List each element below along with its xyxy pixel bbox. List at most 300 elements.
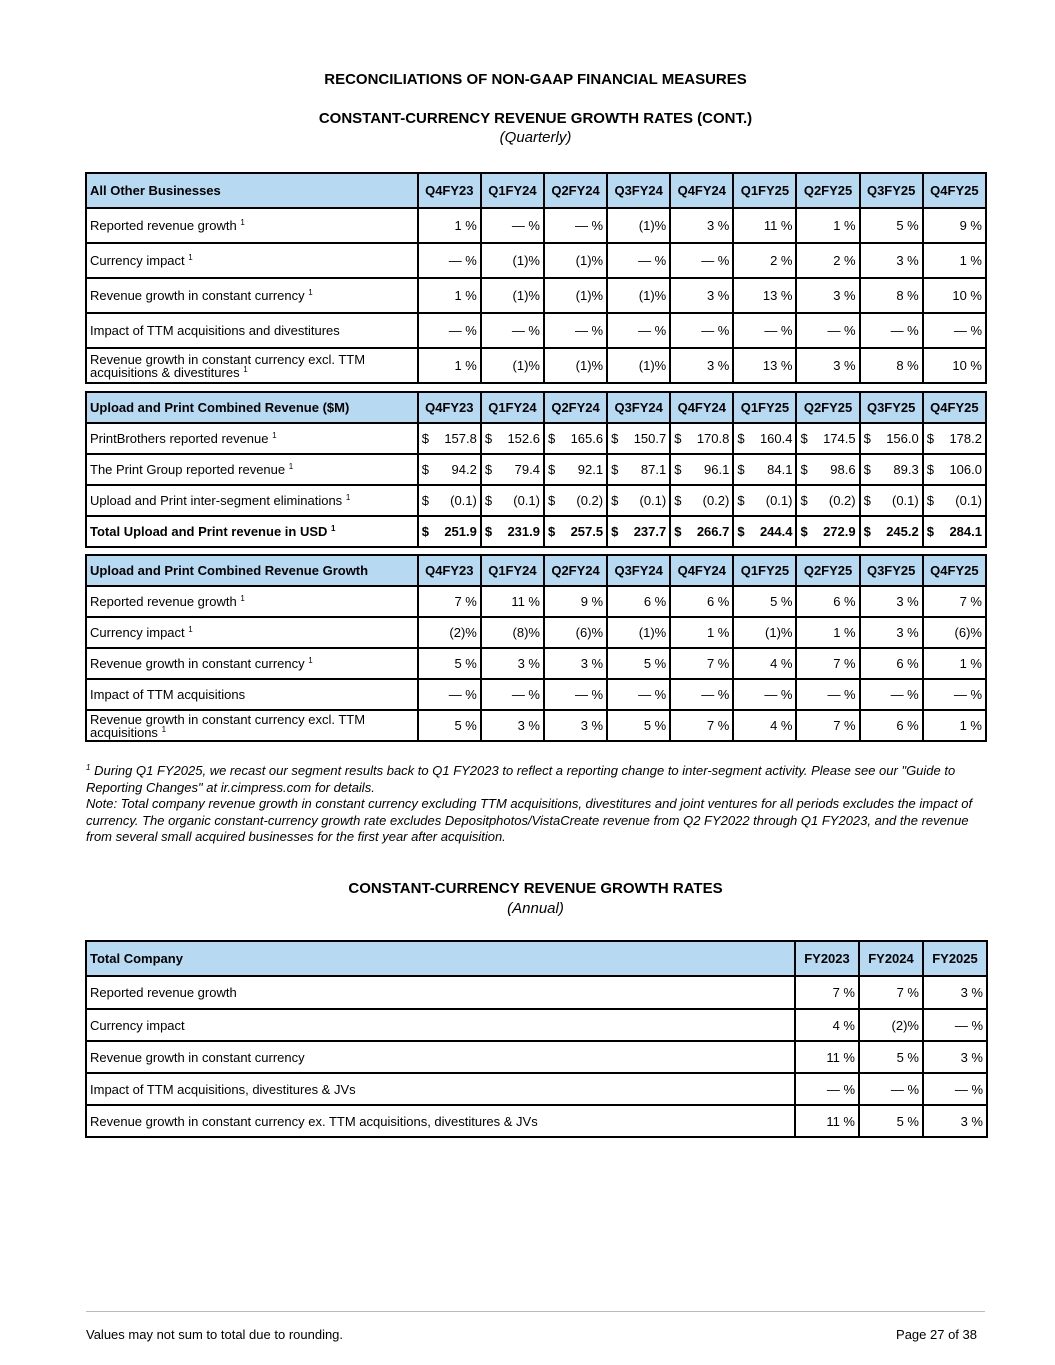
table-header-row xyxy=(86,173,986,208)
table-cell: — % xyxy=(860,313,923,348)
table-cell: 1 % xyxy=(670,617,733,648)
table-title: Upload and Print Combined Revenue ($M) xyxy=(86,392,418,423)
currency-symbol: $ xyxy=(674,524,682,539)
currency-symbol: $ xyxy=(674,462,682,477)
footnote-note: Note: Total company revenue growth in constant currency excluding TTM acquisitions, divestitures and joint ventures for all periods excludes the impact of currency. The organic constant-currency growth rate excludes Depositphotos/VistaCreate revenue from Q2 FY2022 through Q1 FY2023, and the revenue from several small acquired businesses for the first year after acquisition. xyxy=(86,796,973,844)
table-cell: 6 % xyxy=(607,586,670,617)
table-cell: — % xyxy=(733,313,796,348)
table-row xyxy=(86,485,986,516)
table-row xyxy=(86,278,986,313)
table-cell: — % xyxy=(923,313,986,348)
table-cell xyxy=(481,454,544,485)
column-header: Q2FY25 xyxy=(796,555,859,586)
footnote xyxy=(86,763,986,846)
cell-value: (0.2) xyxy=(702,493,730,508)
table-row xyxy=(86,313,986,348)
table-cell: 7 % xyxy=(418,586,481,617)
column-header: Q3FY24 xyxy=(607,173,670,208)
currency-cell xyxy=(485,431,540,446)
cell-value: 170.8 xyxy=(696,431,730,446)
table-cell: 6 % xyxy=(860,710,923,741)
row-label-text: Revenue growth in constant currency excl. TTM acquisitions xyxy=(90,711,366,740)
cell-value: 150.7 xyxy=(633,431,667,446)
cell-value: (0.1) xyxy=(639,493,667,508)
column-header: Q4FY24 xyxy=(670,173,733,208)
table-cell: 7 % xyxy=(859,976,923,1009)
table-cell: 3 % xyxy=(860,586,923,617)
cell-value: 79.4 xyxy=(514,462,540,477)
currency-cell xyxy=(927,524,982,539)
table-cell: 5 % xyxy=(733,586,796,617)
table-cell: 11 % xyxy=(481,586,544,617)
table-cell: — % xyxy=(544,208,607,243)
table-cell: 7 % xyxy=(670,648,733,679)
currency-symbol: $ xyxy=(863,431,871,446)
table-row xyxy=(86,208,986,243)
table-cell: 3 % xyxy=(670,208,733,243)
currency-cell xyxy=(422,524,477,539)
row-label xyxy=(86,1105,795,1137)
table-cell: 11 % xyxy=(795,1105,859,1137)
currency-cell xyxy=(864,493,919,508)
currency-cell xyxy=(927,462,982,477)
upload-print-revenue-table xyxy=(85,391,987,548)
table-cell: 7 % xyxy=(670,710,733,741)
table-header-row xyxy=(86,941,987,976)
row-label-text: Revenue growth in constant currency excl. TTM acquisitions & divestitures xyxy=(90,351,366,380)
currency-cell xyxy=(485,524,540,539)
cell-value: (0.1) xyxy=(892,493,919,508)
table-cell: 9 % xyxy=(923,208,986,243)
table-cell: 1 % xyxy=(796,208,859,243)
currency-cell xyxy=(611,462,666,477)
table-row xyxy=(86,648,986,679)
table-cell xyxy=(607,485,670,516)
currency-cell xyxy=(674,493,729,508)
currency-cell xyxy=(864,462,919,477)
footnote-recast xyxy=(86,763,986,796)
currency-symbol: $ xyxy=(926,431,934,446)
cell-value: 157.8 xyxy=(444,431,477,446)
annual-subtitle: CONSTANT-CURRENCY REVENUE GROWTH RATES xyxy=(348,880,723,897)
table-cell: — % xyxy=(418,243,481,278)
currency-cell xyxy=(927,431,982,446)
cell-value: 251.9 xyxy=(444,524,477,539)
table-cell xyxy=(481,516,544,547)
table-cell: 3 % xyxy=(481,648,544,679)
table-cell xyxy=(544,516,607,547)
column-header: Q3FY25 xyxy=(860,392,923,423)
table-cell: 5 % xyxy=(418,648,481,679)
column-header: Q1FY24 xyxy=(481,392,544,423)
row-label-text: Impact of TTM acquisitions, divestitures & JVs xyxy=(90,1081,356,1097)
cell-value: 245.2 xyxy=(886,524,919,539)
row-label-text: Reported revenue growth xyxy=(90,985,237,1000)
table-cell: 3 % xyxy=(544,710,607,741)
table-cell: — % xyxy=(860,679,923,710)
cell-value: 237.7 xyxy=(633,524,667,539)
currency-symbol: $ xyxy=(484,493,493,508)
currency-symbol: $ xyxy=(611,493,619,508)
table-cell xyxy=(418,454,481,485)
row-label xyxy=(86,516,418,547)
table-cell: (1)% xyxy=(607,617,670,648)
table-cell: 1 % xyxy=(418,208,481,243)
currency-symbol: $ xyxy=(421,462,429,477)
currency-symbol: $ xyxy=(484,524,493,539)
table-cell xyxy=(733,423,796,454)
row-label-text: Total Upload and Print revenue in USD xyxy=(90,524,328,539)
table-cell xyxy=(923,516,986,547)
currency-symbol: $ xyxy=(547,493,556,508)
currency-symbol: $ xyxy=(863,493,871,508)
table-title: Total Company xyxy=(86,941,795,976)
table-cell xyxy=(923,454,986,485)
footnote-ref: 1 xyxy=(240,594,245,603)
cell-value: 106.0 xyxy=(949,462,982,477)
currency-symbol: $ xyxy=(737,462,745,477)
currency-cell xyxy=(611,524,666,539)
currency-symbol: $ xyxy=(800,431,808,446)
row-label xyxy=(86,617,418,648)
row-label-text: The Print Group reported revenue xyxy=(90,462,286,477)
column-header: Q3FY24 xyxy=(607,392,670,423)
table-row xyxy=(86,617,986,648)
currency-cell xyxy=(548,431,603,446)
column-header: Q3FY25 xyxy=(860,173,923,208)
column-header: Q4FY25 xyxy=(923,392,986,423)
table-cell: 8 % xyxy=(860,348,923,383)
table-cell: 13 % xyxy=(733,278,796,313)
table-cell xyxy=(670,423,733,454)
cell-value: 244.4 xyxy=(759,524,793,539)
table-cell: (1)% xyxy=(481,243,544,278)
table-cell xyxy=(670,454,733,485)
footnote-ref: 1 xyxy=(331,524,336,533)
currency-cell xyxy=(422,462,477,477)
table-cell xyxy=(418,516,481,547)
table-cell: (1)% xyxy=(607,278,670,313)
table-cell: (1)% xyxy=(481,278,544,313)
currency-cell xyxy=(548,493,603,508)
column-header: Q2FY24 xyxy=(544,173,607,208)
cell-value: (0.2) xyxy=(828,493,856,508)
table-cell: 3 % xyxy=(923,1105,987,1137)
currency-symbol: $ xyxy=(547,524,556,539)
table-cell xyxy=(860,485,923,516)
table-row xyxy=(86,516,986,547)
cell-value: (0.1) xyxy=(513,493,540,508)
table-cell xyxy=(923,423,986,454)
column-header: FY2024 xyxy=(859,941,923,976)
table-cell xyxy=(733,485,796,516)
row-label-text: Upload and Print inter-segment eliminations xyxy=(90,493,343,508)
table-cell xyxy=(733,516,796,547)
currency-symbol: $ xyxy=(737,524,745,539)
cell-value: 165.6 xyxy=(570,431,604,446)
table-cell: 5 % xyxy=(860,208,923,243)
column-header: Q4FY23 xyxy=(418,555,481,586)
table-cell xyxy=(796,423,859,454)
table-cell: (1)% xyxy=(607,348,670,383)
table-cell xyxy=(796,454,859,485)
table-cell xyxy=(607,516,670,547)
row-label-text: Revenue growth in constant currency ex. TTM acquisitions, divestitures & JVs xyxy=(90,1113,538,1129)
table-row xyxy=(86,679,986,710)
cell-value: 92.1 xyxy=(577,462,604,477)
table-cell: — % xyxy=(418,679,481,710)
row-label xyxy=(86,648,418,679)
table-cell: 3 % xyxy=(796,348,859,383)
currency-symbol: $ xyxy=(484,431,493,446)
row-label-text: PrintBrothers reported revenue xyxy=(90,431,269,446)
footer-divider xyxy=(86,1311,985,1312)
currency-symbol: $ xyxy=(674,431,682,446)
currency-cell xyxy=(674,431,729,446)
footnote-recast-text: During Q1 FY2025, we recast our segment results back to Q1 FY2023 to reflect a reporting change to inter-segment activity. Please see our "Guide to Reporting Changes" at ir.cimpress.com for details. xyxy=(86,763,956,795)
cell-value: 98.6 xyxy=(830,462,856,477)
footnote-ref: 1 xyxy=(272,431,277,440)
cell-value: 94.2 xyxy=(451,462,477,477)
table-row xyxy=(86,1041,987,1073)
table-cell xyxy=(607,423,670,454)
cell-value: (0.1) xyxy=(955,493,982,508)
column-header: Q1FY25 xyxy=(733,392,796,423)
currency-cell xyxy=(800,462,855,477)
table-cell: 6 % xyxy=(796,586,859,617)
row-label-text: Currency impact xyxy=(90,1017,185,1033)
currency-cell xyxy=(737,524,792,539)
table-header-row xyxy=(86,392,986,423)
table-row xyxy=(86,454,986,485)
table-cell xyxy=(418,485,481,516)
cell-value: 257.5 xyxy=(570,524,604,539)
table-cell: 4 % xyxy=(733,648,796,679)
currency-cell xyxy=(422,431,477,446)
currency-cell xyxy=(611,431,666,446)
currency-cell xyxy=(674,524,729,539)
table-row xyxy=(86,348,986,383)
table-cell: 3 % xyxy=(860,617,923,648)
currency-symbol: $ xyxy=(737,431,745,446)
table-cell: 3 % xyxy=(670,348,733,383)
currency-symbol: $ xyxy=(611,431,619,446)
table-cell: 5 % xyxy=(607,710,670,741)
row-label xyxy=(86,710,418,741)
column-header: Q4FY25 xyxy=(923,173,986,208)
row-label xyxy=(86,313,418,348)
footnote-ref: 1 xyxy=(188,625,193,634)
table-cell xyxy=(860,423,923,454)
table-cell: 8 % xyxy=(860,278,923,313)
currency-cell xyxy=(800,524,855,539)
currency-symbol: $ xyxy=(547,462,556,477)
row-label-text: Reported revenue growth xyxy=(90,218,237,233)
footnote-ref: 1 xyxy=(243,364,248,374)
currency-symbol: $ xyxy=(800,524,808,539)
table-row xyxy=(86,586,986,617)
table-cell xyxy=(607,454,670,485)
currency-cell xyxy=(611,493,666,508)
row-label xyxy=(86,586,418,617)
cell-value: 174.5 xyxy=(823,431,856,446)
table-row xyxy=(86,1105,987,1137)
column-header: Q2FY25 xyxy=(796,392,859,423)
table-cell: — % xyxy=(670,313,733,348)
currency-symbol: $ xyxy=(863,524,871,539)
row-label xyxy=(86,485,418,516)
column-header: Q1FY24 xyxy=(481,555,544,586)
table-cell: 6 % xyxy=(670,586,733,617)
table-cell: 2 % xyxy=(733,243,796,278)
currency-cell xyxy=(927,493,982,508)
column-header: Q4FY24 xyxy=(670,555,733,586)
currency-symbol: $ xyxy=(926,524,934,539)
table-cell: (1)% xyxy=(544,348,607,383)
table-cell xyxy=(418,423,481,454)
cell-value: 89.3 xyxy=(893,462,919,477)
currency-symbol: $ xyxy=(421,431,429,446)
table-cell: 1 % xyxy=(923,648,986,679)
currency-symbol: $ xyxy=(800,493,808,508)
page-title: RECONCILIATIONS OF NON-GAAP FINANCIAL MEASURES xyxy=(324,71,747,88)
row-label-text: Currency impact xyxy=(90,625,185,640)
table-cell: 7 % xyxy=(923,586,986,617)
column-header: Q4FY23 xyxy=(418,173,481,208)
footnote-ref: 1 xyxy=(308,288,313,297)
cell-value: 231.9 xyxy=(507,524,540,539)
table-cell: — % xyxy=(418,313,481,348)
currency-cell xyxy=(422,493,477,508)
table-cell: — % xyxy=(859,1073,923,1105)
currency-symbol: $ xyxy=(547,431,556,446)
table-cell: (1)% xyxy=(607,208,670,243)
currency-cell xyxy=(864,431,919,446)
column-header: Q4FY24 xyxy=(670,392,733,423)
table-row xyxy=(86,423,986,454)
table-cell xyxy=(860,516,923,547)
row-label xyxy=(86,1009,795,1041)
footnote-ref: 1 xyxy=(308,656,313,665)
currency-symbol: $ xyxy=(421,493,429,508)
column-header: Q3FY24 xyxy=(607,555,670,586)
row-label xyxy=(86,243,418,278)
table-cell: (1)% xyxy=(733,617,796,648)
column-header: Q1FY25 xyxy=(733,173,796,208)
table-cell: 5 % xyxy=(859,1041,923,1073)
row-label-text: Currency impact xyxy=(90,253,185,268)
currency-cell xyxy=(548,524,603,539)
table-cell: — % xyxy=(923,1073,987,1105)
table-cell: 11 % xyxy=(795,1041,859,1073)
cell-value: 87.1 xyxy=(640,462,667,477)
table-cell: 3 % xyxy=(544,648,607,679)
cell-value: 178.2 xyxy=(949,431,982,446)
row-label xyxy=(86,679,418,710)
table-cell: — % xyxy=(795,1073,859,1105)
row-label xyxy=(86,976,795,1009)
table-cell: (6)% xyxy=(923,617,986,648)
table-cell: 2 % xyxy=(796,243,859,278)
table-cell: 5 % xyxy=(607,648,670,679)
cell-value: (0.2) xyxy=(576,493,604,508)
row-label xyxy=(86,1073,795,1105)
table-cell: — % xyxy=(607,313,670,348)
cell-value: 84.1 xyxy=(767,462,793,477)
currency-symbol: $ xyxy=(611,462,619,477)
table-row xyxy=(86,710,986,741)
cell-value: 272.9 xyxy=(823,524,856,539)
currency-cell xyxy=(864,524,919,539)
table-cell xyxy=(796,516,859,547)
footnote-ref: 1 xyxy=(240,218,245,227)
column-header: Q1FY25 xyxy=(733,555,796,586)
table-cell: 1 % xyxy=(418,348,481,383)
table-cell: (2)% xyxy=(859,1009,923,1041)
table-title: All Other Businesses xyxy=(86,173,418,208)
table-cell: — % xyxy=(923,1009,987,1041)
currency-symbol: $ xyxy=(421,524,429,539)
table-cell: 5 % xyxy=(418,710,481,741)
table-cell xyxy=(923,485,986,516)
table-cell xyxy=(481,485,544,516)
row-label xyxy=(86,348,418,383)
table-cell: — % xyxy=(796,679,859,710)
table-row xyxy=(86,976,987,1009)
table-cell: 13 % xyxy=(733,348,796,383)
table-row xyxy=(86,243,986,278)
table-header-row xyxy=(86,555,986,586)
column-header: Q2FY24 xyxy=(544,555,607,586)
row-label-text: Impact of TTM acquisitions xyxy=(90,687,246,702)
row-label-text: Impact of TTM acquisitions and divestitures xyxy=(90,323,340,338)
table-cell xyxy=(481,423,544,454)
currency-cell xyxy=(737,431,792,446)
currency-symbol: $ xyxy=(926,462,934,477)
annual-period-label: (Annual) xyxy=(507,900,564,917)
row-label-text: Revenue growth in constant currency xyxy=(90,656,305,671)
table-cell: — % xyxy=(796,313,859,348)
table-cell: 4 % xyxy=(733,710,796,741)
table-cell xyxy=(796,485,859,516)
table-cell: 3 % xyxy=(923,976,987,1009)
table-cell: 4 % xyxy=(795,1009,859,1041)
currency-cell xyxy=(485,493,540,508)
table-cell: — % xyxy=(481,208,544,243)
table-cell: — % xyxy=(544,313,607,348)
table-cell: (1)% xyxy=(544,278,607,313)
column-header: Q4FY23 xyxy=(418,392,481,423)
table-cell: 1 % xyxy=(923,710,986,741)
table-cell xyxy=(544,423,607,454)
currency-cell xyxy=(737,462,792,477)
currency-symbol: $ xyxy=(800,462,808,477)
table-cell: — % xyxy=(607,679,670,710)
table-cell: 5 % xyxy=(859,1105,923,1137)
table-cell: 9 % xyxy=(544,586,607,617)
table-cell xyxy=(860,454,923,485)
table-cell: 3 % xyxy=(860,243,923,278)
column-header: Q2FY25 xyxy=(796,173,859,208)
table-cell xyxy=(544,454,607,485)
footnote-ref: 1 xyxy=(345,493,351,502)
all-other-businesses-table xyxy=(85,172,987,384)
table-cell: 11 % xyxy=(733,208,796,243)
table-row xyxy=(86,1009,987,1041)
footnote-marker: 1 xyxy=(86,763,91,772)
table-cell: 10 % xyxy=(923,348,986,383)
table-cell: (8)% xyxy=(481,617,544,648)
